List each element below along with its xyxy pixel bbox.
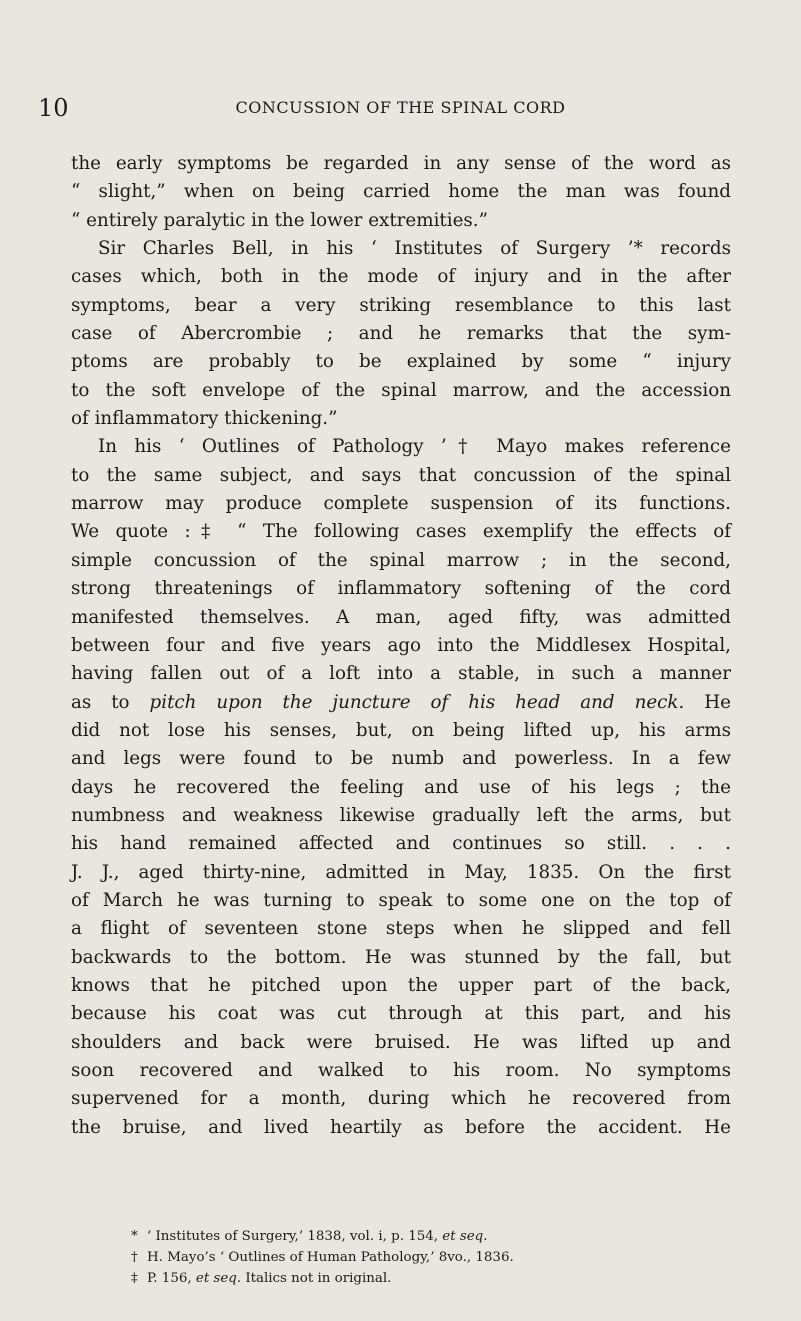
text-line: cases which, both in the mode of injury and in the after xyxy=(71,266,731,288)
footnote-text: H. Mayo’s ‘ Outlines of Human Pathology,’ 8vo., 1836. xyxy=(147,1250,514,1265)
text-line: “ slight,” when on being carried home the man was found xyxy=(71,181,731,203)
footnote-tail: Italics not in original. xyxy=(241,1271,392,1286)
footnote-mark: * xyxy=(131,1229,138,1244)
text-line: and legs were found to be numb and powerless. In a few xyxy=(71,748,731,770)
footnote xyxy=(131,1247,691,1268)
text-line: symptoms, bear a very striking resemblance to this last xyxy=(71,294,731,316)
text-line: ptoms are probably to be explained by some “ injury xyxy=(71,351,731,373)
footnotes xyxy=(131,1226,691,1289)
text-line: of inflammatory thickening.” xyxy=(71,408,338,430)
text-line: supervened for a month, during which he recovered from xyxy=(71,1088,731,1110)
text-segment: He xyxy=(684,691,731,713)
text-line: because his coat was cut through at this part, and his xyxy=(71,1003,731,1025)
text-line: “ entirely paralytic in the lower extremities.” xyxy=(71,209,488,231)
text-line-italic xyxy=(71,689,731,717)
text-segment: as to xyxy=(71,691,150,713)
text-line: days he recovered the feeling and use of his legs ; the xyxy=(71,776,731,798)
text-line: knows that he pitched upon the upper part of the back, xyxy=(71,974,731,996)
text-line: shoulders and back were bruised. He was lifted up and xyxy=(71,1031,731,1053)
text-line: manifested themselves. A man, aged fifty, was admitted xyxy=(71,606,731,628)
footnote xyxy=(131,1268,691,1289)
text-line: did not lose his senses, but, on being lifted up, his arms xyxy=(71,719,731,741)
text-line: backwards to the bottom. He was stunned by the fall, but xyxy=(71,946,731,968)
body-text xyxy=(71,150,731,1142)
text-line: the bruise, and lived heartily as before the accident. He xyxy=(71,1116,731,1138)
text-line: strong threatenings of inflammatory softening of the cord xyxy=(71,578,731,600)
text-line: Sir Charles Bell, in his ‘ Institutes of Surgery ’* records xyxy=(98,238,731,260)
text-line: the early symptoms be regarded in any sense of the word as xyxy=(71,153,731,174)
footnote-mark: ‡ xyxy=(131,1271,138,1286)
text-line: J. J., aged thirty-nine, admitted in May, 1835. On the first xyxy=(71,861,731,883)
text-line: having fallen out of a loft into a stable, in such a manner xyxy=(71,663,731,685)
text-line: simple concussion of the spinal marrow ; in the second, xyxy=(71,549,731,571)
text-line: numbness and weakness likewise gradually left the arms, but xyxy=(71,804,731,826)
text-line: a flight of seventeen stone steps when he slipped and fell xyxy=(71,918,731,940)
footnote-mark: † xyxy=(131,1250,138,1265)
text-line: of March he was turning to speak to some one on the top of xyxy=(71,889,731,911)
footnote-italic: et seq. xyxy=(195,1271,242,1286)
footnote-text: P. 156, xyxy=(147,1271,196,1286)
text-line: to the soft envelope of the spinal marrow, and the accession xyxy=(71,379,731,401)
text-line: We quote :‡ “ The following cases exemplify the effects of xyxy=(71,521,731,543)
text-line: case of Abercrombie ; and he remarks that the sym- xyxy=(71,323,731,345)
page-number: 10 xyxy=(38,94,69,122)
page-header xyxy=(0,94,801,128)
footnote-text: ‘ Institutes of Surgery,’ 1838, vol. i, p. 154, xyxy=(147,1229,443,1244)
text-line: between four and five years ago into the Middlesex Hospital, xyxy=(71,634,731,656)
text-line: In his ‘ Outlines of Pathology ’† Mayo makes reference xyxy=(98,436,731,458)
text-line: to the same subject, and says that concussion of the spinal xyxy=(71,464,731,486)
text-line: marrow may produce complete suspension of its functions. xyxy=(71,493,731,515)
footnote xyxy=(131,1226,691,1247)
running-head: CONCUSSION OF THE SPINAL CORD xyxy=(235,98,566,117)
footnote-italic: et seq. xyxy=(442,1229,488,1244)
italic-phrase: pitch upon the juncture of his head and neck. xyxy=(149,691,685,713)
text-line: his hand remained affected and continues so still. . . . xyxy=(71,833,731,855)
text-line: soon recovered and walked to his room. No symptoms xyxy=(71,1060,731,1081)
